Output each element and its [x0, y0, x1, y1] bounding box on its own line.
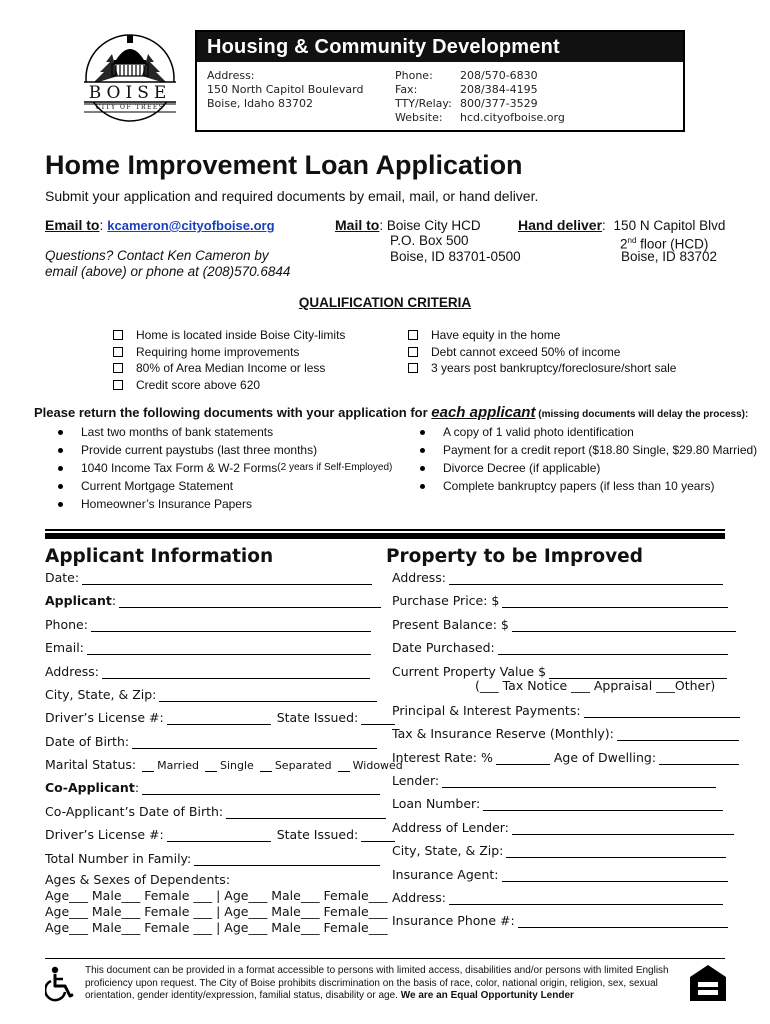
- dependent-row[interactable]: Age___ Male___ Female ___ | Age___ Male___ Female___: [45, 920, 388, 935]
- property-heading: Property to be Improved: [386, 546, 643, 567]
- footer-notice: This document can be provided in a format accessible to persons with limited access, disabilities and/or persons with limited English proficiency upon request. The City of Boise prohibits discrimination on the basis of race, color, national origin, religion, sex, sexual orientation, gender identity/expression, familial status, disability or age. We are an Equal Opportunity Lender: [85, 965, 669, 1001]
- co-drivers-license-field[interactable]: Driver’s License #: State Issued:: [45, 826, 395, 842]
- website-label: Website:: [395, 111, 443, 124]
- current-value-field[interactable]: Current Property Value $: [392, 663, 727, 679]
- lender-city-field[interactable]: City, State, & Zip:: [392, 842, 726, 858]
- dependent-row[interactable]: Age___ Male___ Female ___ | Age___ Male___ Female___: [45, 904, 388, 919]
- footer-divider: [45, 958, 725, 959]
- applicant-heading: Applicant Information: [45, 546, 274, 567]
- mail-to: Mail to: Boise City HCD: [335, 217, 481, 233]
- checkbox[interactable]: [113, 330, 123, 340]
- co-applicant-dob-field[interactable]: Co-Applicant’s Date of Birth:: [45, 803, 386, 819]
- applicant-field[interactable]: Applicant :: [45, 592, 381, 608]
- banner-title: Housing & Community Development: [197, 32, 683, 62]
- date-of-birth-field[interactable]: Date of Birth:: [45, 733, 377, 749]
- dependent-row[interactable]: Age___ Male___ Female ___ | Age___ Male___ Female___: [45, 888, 388, 903]
- tty-label: TTY/Relay:: [395, 97, 452, 110]
- email-link[interactable]: kcameron@cityofboise.org: [107, 218, 275, 233]
- checkbox[interactable]: [408, 347, 418, 357]
- logo-text: BOISE: [88, 83, 172, 103]
- phone-value: 208/570-6830: [460, 69, 538, 82]
- checkbox[interactable]: [408, 330, 418, 340]
- interest-rate-field[interactable]: Interest Rate: % Age of Dwelling:: [392, 749, 739, 765]
- dependents-label: Ages & Sexes of Dependents:: [45, 872, 231, 887]
- list-item: Payment for a credit report ($18.80 Single, $29.80 Married): [420, 441, 757, 459]
- checkbox[interactable]: [113, 380, 123, 390]
- page-title: Home Improvement Loan Application: [45, 150, 523, 180]
- checkbox[interactable]: [113, 347, 123, 357]
- wheelchair-icon: [45, 966, 77, 1002]
- hand-line3: Boise, ID 83702: [621, 249, 718, 264]
- fax-label: Fax:: [395, 83, 418, 96]
- questions-line1: Questions? Contact Ken Cameron by: [45, 248, 269, 263]
- mail-line3: Boise, ID 83701-0500: [390, 249, 521, 264]
- present-balance-field[interactable]: Present Balance: $: [392, 616, 736, 632]
- email-to-label: Email to: [45, 217, 100, 233]
- tty-value: 800/377-3529: [460, 97, 538, 110]
- documents-heading: Please return the following documents with your application for each applicant (missing documents will delay the process):: [34, 404, 749, 421]
- mail-line2: P.O. Box 500: [390, 233, 469, 248]
- email-field[interactable]: Email:: [45, 639, 371, 655]
- mail-to-label: Mail to: [335, 217, 380, 233]
- address-line1: 150 North Capitol Boulevard: [207, 83, 364, 96]
- criteria-item: 80% of Area Median Income or less: [113, 360, 345, 377]
- date-purchased-field[interactable]: Date Purchased:: [392, 639, 728, 655]
- date-field[interactable]: Date:: [45, 569, 372, 585]
- pi-payments-field[interactable]: Principal & Interest Payments:: [392, 702, 740, 718]
- checkbox[interactable]: [408, 363, 418, 373]
- equal-housing-icon: [688, 963, 728, 1003]
- boise-city-logo: [82, 32, 178, 124]
- divider-thick: [45, 533, 725, 539]
- hand-line1: 150 N Capitol Blvd: [613, 218, 726, 233]
- insurance-agent-field[interactable]: Insurance Agent:: [392, 866, 728, 882]
- phone-label: Phone:: [395, 69, 433, 82]
- checkbox[interactable]: [113, 363, 123, 373]
- subtitle: Submit your application and required documents by email, mail, or hand deliver.: [45, 188, 539, 204]
- drivers-license-field[interactable]: Driver’s License #: State Issued:: [45, 709, 395, 725]
- criteria-item: Requiring home improvements: [113, 344, 345, 361]
- logo-subtext: CITY OF TREES: [95, 104, 165, 111]
- lender-address-field[interactable]: Address of Lender:: [392, 819, 734, 835]
- criteria-item: Debt cannot exceed 50% of income: [408, 344, 676, 361]
- address-label: Address:: [207, 69, 255, 82]
- documents-left: [58, 423, 392, 513]
- documents-right: [420, 423, 757, 495]
- co-applicant-field[interactable]: Co-Applicant :: [45, 779, 380, 795]
- list-item: Current Mortgage Statement: [58, 477, 392, 495]
- criteria-item: Have equity in the home: [408, 327, 676, 344]
- fax-value: 208/384-4195: [460, 83, 538, 96]
- insurance-address-field[interactable]: Address:: [392, 889, 723, 905]
- each-applicant-emphasis: each applicant: [431, 404, 536, 421]
- criteria-title: QUALIFICATION CRITERIA: [298, 295, 472, 310]
- purchase-price-field[interactable]: Purchase Price: $: [392, 592, 728, 608]
- criteria-item: Home is located inside Boise City-limits: [113, 327, 345, 344]
- list-item: Complete bankruptcy papers (if less than 10 years): [420, 477, 757, 495]
- list-item: Homeowner’s Insurance Papers: [58, 495, 392, 513]
- family-size-field[interactable]: Total Number in Family:: [45, 850, 380, 866]
- equal-opportunity-statement: We are an Equal Opportunity Lender: [400, 990, 574, 1001]
- marital-status-field[interactable]: Marital Status: Married Single Separated Widowed: [45, 757, 403, 772]
- list-item: Last two months of bank statements: [58, 423, 392, 441]
- criteria-left: [113, 327, 345, 393]
- hand-deliver-label: Hand deliver: [518, 217, 603, 233]
- address-field[interactable]: Address:: [45, 663, 370, 679]
- phone-field[interactable]: Phone:: [45, 616, 371, 632]
- tax-reserve-field[interactable]: Tax & Insurance Reserve (Monthly):: [392, 725, 739, 741]
- insurance-phone-field[interactable]: Insurance Phone #:: [392, 912, 728, 928]
- criteria-item: 3 years post bankruptcy/foreclosure/short sale: [408, 360, 676, 377]
- loan-number-field[interactable]: Loan Number:: [392, 795, 723, 811]
- divider: [45, 529, 725, 531]
- hand-deliver: Hand deliver: 150 N Capitol Blvd: [518, 217, 726, 233]
- property-address-field[interactable]: Address:: [392, 569, 723, 585]
- hcd-banner: [195, 30, 685, 132]
- email-to: Email to: kcameron@cityofboise.org: [45, 217, 275, 233]
- website-value: hcd.cityofboise.org: [460, 111, 565, 124]
- criteria-item: Credit score above 620: [113, 377, 345, 394]
- list-item: Provide current paystubs (last three months): [58, 441, 392, 459]
- city-state-zip-field[interactable]: City, State, & Zip:: [45, 686, 377, 702]
- list-item: 1040 Income Tax Form & W-2 Forms (2 years if Self-Employed): [58, 459, 392, 477]
- list-item: Divorce Decree (if applicable): [420, 459, 757, 477]
- mail-line1: Boise City HCD: [386, 218, 481, 233]
- lender-field[interactable]: Lender:: [392, 772, 716, 788]
- hand-line2: 2nd floor (HCD): [620, 236, 709, 252]
- address-line2: Boise, Idaho 83702: [207, 97, 313, 110]
- questions-line2: email (above) or phone at (208)570.6844: [45, 264, 291, 279]
- list-item: A copy of 1 valid photo identification: [420, 423, 757, 441]
- value-source-options[interactable]: (___ Tax Notice ___ Appraisal ___Other): [475, 678, 716, 693]
- criteria-right: [408, 327, 676, 377]
